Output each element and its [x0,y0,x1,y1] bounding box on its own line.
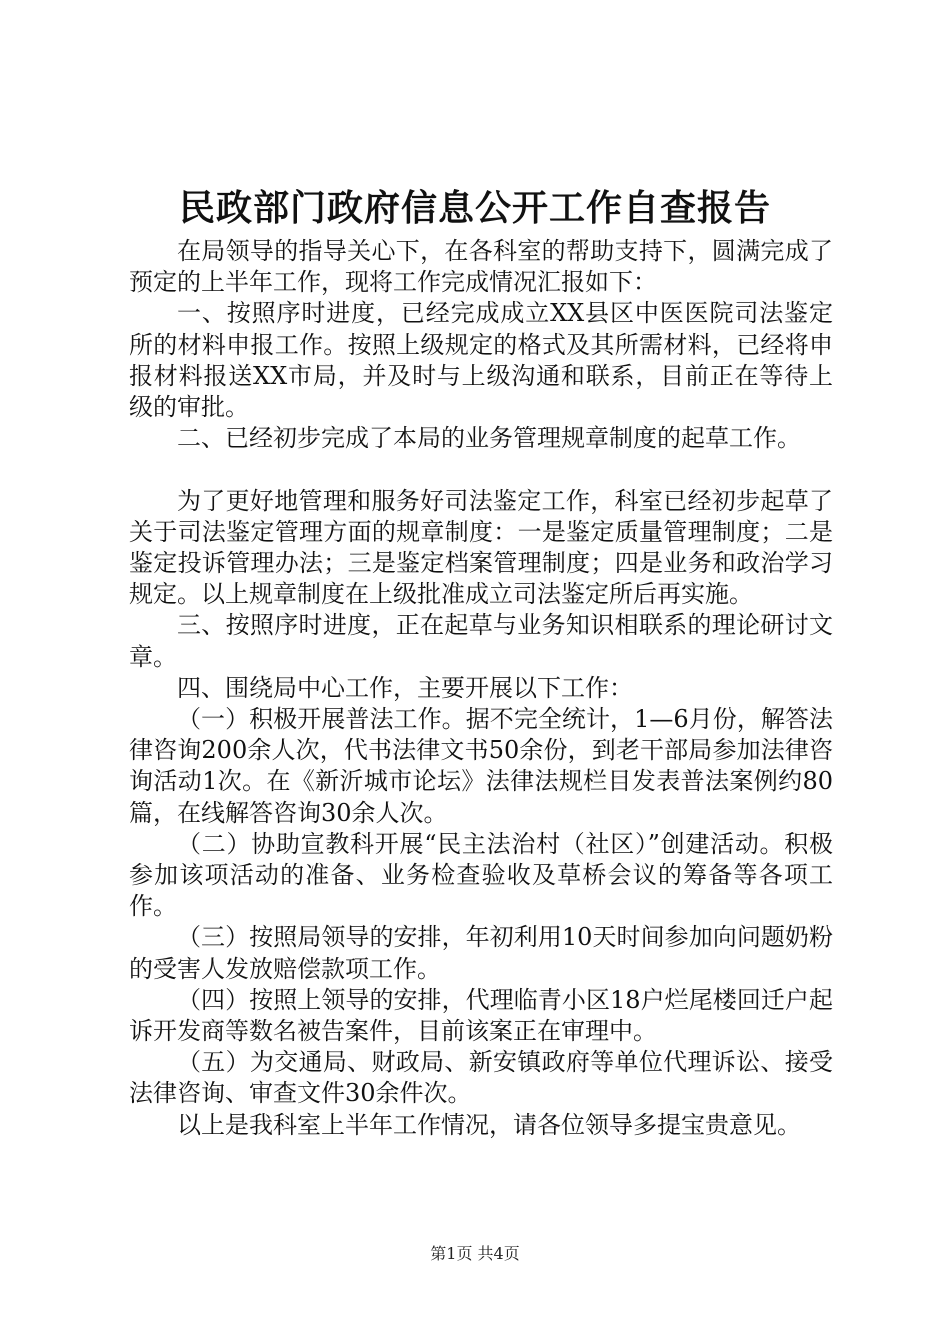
paragraph-item-3: （三）按照局领导的安排，年初利用10天时间参加向问题奶粉的受害人发放赔偿款项工作。 [129,923,833,983]
document-title: 民政部门政府信息公开工作自查报告 [178,187,771,229]
paragraph-closing: 以上是我科室上半年工作情况，请各位领导多提宝贵意见。 [177,1110,801,1139]
paragraph-item-4: （四）按照上领导的安排，代理临青小区18户烂尾楼回迁户起诉开发商等数名被告案件，目前该案正在审理中。 [129,985,833,1046]
paragraph-section-3: 三、按照序时进度，正在起草与业务知识相联系的理论研讨文章。 [129,611,833,671]
paragraph-regulations: 为了更好地管理和服务好司法鉴定工作，科室已经初步起草了关于司法鉴定管理方面的规章制度：一是鉴定质量管理制度；二是鉴定投诉管理办法；三是鉴定档案管理制度；四是业务和政治学习规定。以上规章制度在上级批准成立司法鉴定所后再实施。 [129,486,833,609]
paragraph-intro: 在局领导的指导关心下，在各科室的帮助支持下，圆满完成了预定的上半年工作，现将工作完成情况汇报如下： [129,237,833,297]
page-footer: 第1页 共4页 [430,1244,520,1263]
paragraph-section-4: 四、围绕局中心工作，主要开展以下工作： [177,673,633,702]
paragraph-section-1: 一、按照序时进度，已经完成成立XX县区中医医院司法鉴定所的材料申报工作。按照上级规定的格式及其所需材料，已经将申报材料报送XX市局，并及时与上级沟通和联系，目前正在等待上级的审批。 [129,299,833,422]
document-body [129,236,833,1141]
paragraph-section-2: 二、已经初步完成了本局的业务管理规章制度的起草工作。 [177,424,801,453]
paragraph-item-5: （五）为交通局、财政局、新安镇政府等单位代理诉讼、接受法律咨询、审查文件30余件次。 [129,1048,833,1108]
paragraph-item-1: （一）积极开展普法工作。据不完全统计，1—6月份，解答法律咨询200余人次，代书法律文书50余份，到老干部局参加法律咨询活动1次。在《新沂城市论坛》法律法规栏目发表普法案例约80篇，在线解答咨询30余人次。 [129,705,833,827]
paragraph-item-2: （二）协助宣教科开展“民主法治村（社区）”创建活动。积极参加该项活动的准备、业务检查验收及草桥会议的筹备等各项工作。 [129,829,833,921]
